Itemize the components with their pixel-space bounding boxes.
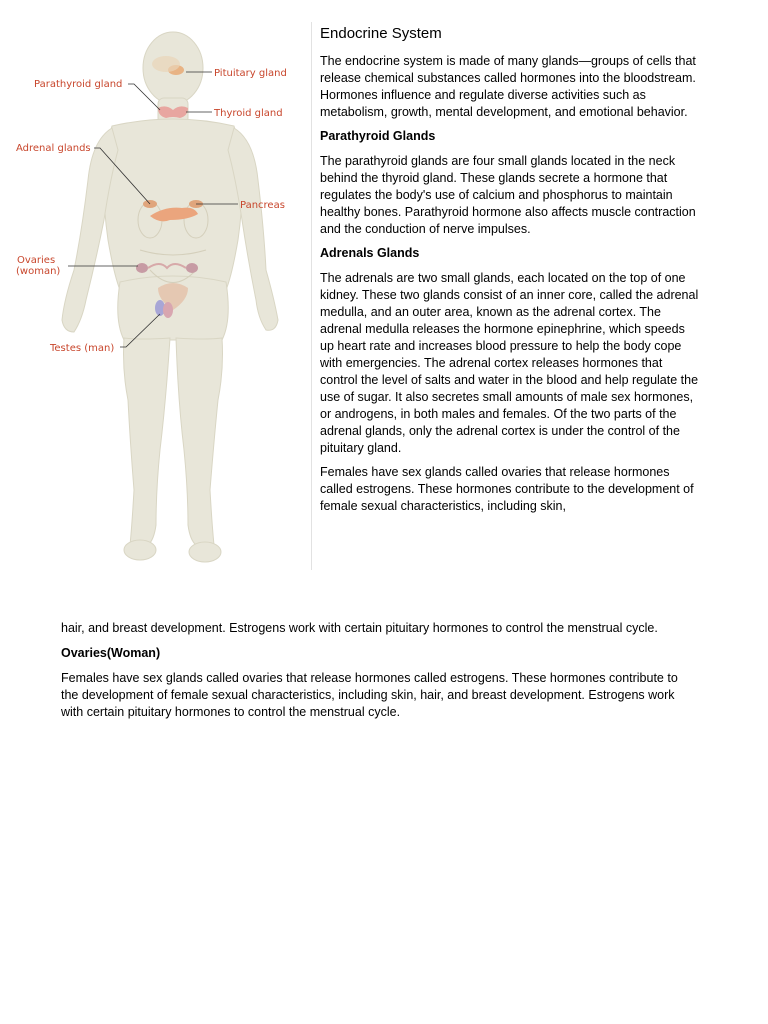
- endocrine-diagram: [0, 20, 310, 575]
- article-continuation: [61, 620, 691, 729]
- ovaries-heading: Ovaries(Woman): [61, 646, 161, 660]
- ovaries-paragraph: Females have sex glands called ovaries that release hormones called estrogens. These hormones contribute to the development of female sexual characteristics, including skin, hair, and breast development. Estrogens work with certain pituitary hormones to control the menstrual cycle.: [61, 671, 678, 719]
- adrenals-paragraph: The adrenals are two small glands, each located on the top of one kidney. These two glands consist of an inner core, called the adrenal medulla, and an outer area, known as the adrenal cortex. The adrenal medulla releases the hormone epinephrine, which speeds up heart rate and increases blood pressure to help the body cope with emergencies. The adrenal cortex releases hormones that control the level of salts and water in the blood and help regulate the use of sugar. It also secretes small amounts of male sex hormones, or androgens, in both males and females. Of the two parts of the adrenal glands, only the adrenal cortex is under the control of the pituitary gland.: [320, 271, 699, 455]
- parathyroid-heading: Parathyroid Glands: [320, 129, 436, 143]
- body-illustration: [0, 20, 310, 575]
- parathyroid-paragraph: The parathyroid glands are four small glands located in the neck behind the thyroid gland. These glands secrete a hormone that regulates the body's use of calcium and phosphorus to maintain healthy bones. Parathyroid hormone also affects muscle contraction and the conduction of nerve impulses.: [320, 154, 696, 236]
- column-divider: [311, 22, 312, 570]
- intro-paragraph: The endocrine system is made of many glands—groups of cells that release chemical substances called hormones into the bloodstream. Hormones influence and regulate diverse activities such as metabolism, growth, mental development, and emotional behavior.: [320, 54, 696, 119]
- label-testes: Testes (man): [50, 343, 115, 354]
- label-ovaries: Ovaries: [17, 255, 56, 266]
- label-parathyroid-gland: Parathyroid gland: [34, 79, 123, 90]
- label-ovaries-woman: (woman): [16, 266, 61, 277]
- females-paragraph-part1: Females have sex glands called ovaries that release hormones called estrogens. These hormones contribute to the development of female sexual characteristics, including skin,: [320, 465, 694, 513]
- label-adrenal-glands: Adrenal glands: [16, 143, 91, 154]
- article-column: [320, 24, 702, 522]
- page-title: Endocrine System: [320, 25, 442, 42]
- adrenals-heading: Adrenals Glands: [320, 246, 420, 260]
- label-thyroid-gland: Thyroid gland: [214, 108, 283, 119]
- label-pancreas: Pancreas: [240, 200, 285, 211]
- label-pituitary-gland: Pituitary gland: [214, 68, 287, 79]
- females-paragraph-part2: hair, and breast development. Estrogens work with certain pituitary hormones to control the menstrual cycle.: [61, 621, 658, 635]
- ovary-icon: [136, 263, 148, 273]
